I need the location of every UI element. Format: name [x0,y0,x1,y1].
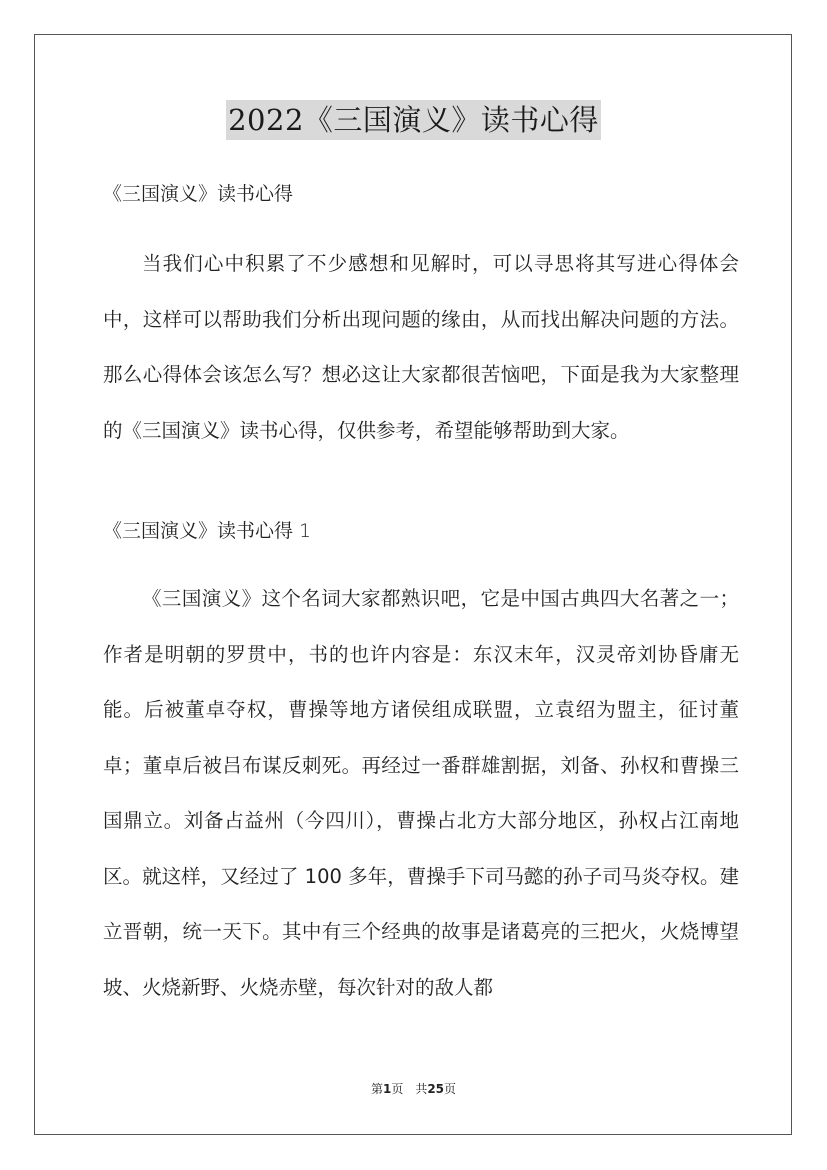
page-label-suffix: 页 [444,1082,457,1096]
document-body [103,176,739,1015]
current-page-number: 1 [382,1082,392,1096]
section-title: 《三国演义》读书心得 1 [103,520,312,542]
document-title: 2022《三国演义》读书心得 [226,100,601,140]
page-label-prefix: 第 [370,1082,383,1096]
total-page-count: 25 [427,1082,445,1096]
page-label-mid: 页 共 [391,1082,428,1096]
section-paragraph: 《三国演义》这个名词大家都熟识吧，它是中国古典四大名著之一；作者是明朝的罗贯中，书的也许内容是：东汉末年，汉灵帝刘协昏庸无能。后被董卓夺权，曹操等地方诸侯组成联盟，立袁绍为盟主，征讨董卓；董卓后被吕布谋反刺死。再经过一番群雄割据，刘备、孙权和曹操三国鼎立。刘备占益州（今四川），曹操占北方大部分地区，孙权占江南地区。就这样，又经过了 100 多年，曹操手下司马懿的孙子司马炎夺权。建立晋朝，统一天下。其中有三个经典的故事是诸葛亮的三把火，火烧博望坡、火烧新野、火烧赤壁，每次针对的敌人都 [103,587,739,999]
intro-paragraph: 当我们心中积累了不少感想和见解时，可以寻思将其写进心得体会中，这样可以帮助我们分析出现问题的缘由，从而找出解决问题的方法。那么心得体会该怎么写？想必这让大家都很苦恼吧，下面是我为大家整理的《三国演义》读书心得，仅供参考，希望能够帮助到大家。 [103,252,739,442]
title-container [0,100,827,140]
page-footer [0,1080,827,1097]
document-subtitle: 《三国演义》读书心得 [103,183,294,205]
